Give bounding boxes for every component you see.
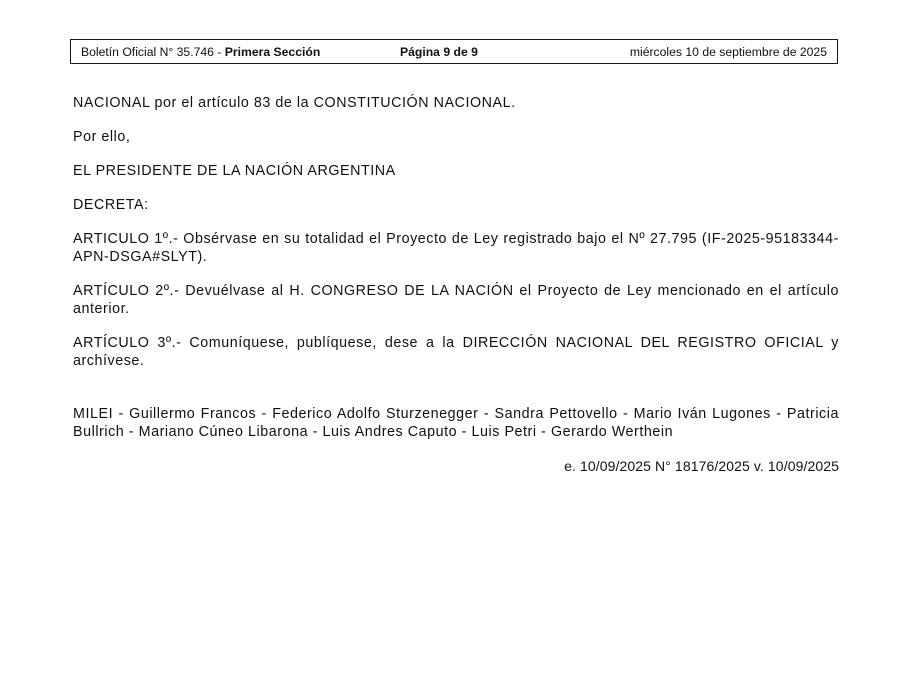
- article-3: ARTÍCULO 3º.- Comuníquese, publíquese, dese a la DIRECCIÓN NACIONAL DEL REGISTRO OFICIAL y archívese.: [73, 335, 839, 369]
- article-1: ARTICULO 1º.- Obsérvase en su totalidad el Proyecto de Ley registrado bajo el Nº 27.795 (IF-2025-95183344-APN-DSGA#SLYT).: [73, 231, 839, 265]
- article-2: ARTÍCULO 2º.- Devuélvase al H. CONGRESO DE LA NACIÓN el Proyecto de Ley mencionado en el artículo anterior.: [73, 283, 839, 317]
- paragraph-constitution: NACIONAL por el artículo 83 de la CONSTITUCIÓN NACIONAL.: [73, 95, 516, 111]
- section-name: Primera Sección: [224, 44, 321, 59]
- bulletin-number: Boletín Oficial N° 35.746 -: [81, 44, 225, 59]
- publication-date: miércoles 10 de septiembre de 2025: [629, 44, 827, 59]
- paragraph-decreta: DECRETA:: [73, 197, 149, 213]
- header-bulletin: [81, 45, 320, 59]
- signatures: MILEI - Guillermo Francos - Federico Adolfo Sturzenegger - Sandra Pettovello - Mario Iván Lugones - Patricia Bullrich - Mariano Cúneo Libarona - Luis Andres Caputo - Luis Petri - Gerardo Werthein: [73, 406, 839, 440]
- page-header: [70, 39, 838, 64]
- publication-reference: e. 10/09/2025 N° 18176/2025 v. 10/09/2025: [564, 458, 839, 474]
- page-number: Página 9 de 9: [400, 44, 478, 59]
- paragraph-presidente: EL PRESIDENTE DE LA NACIÓN ARGENTINA: [73, 163, 396, 179]
- paragraph-por-ello: Por ello,: [73, 129, 131, 145]
- document-body: [73, 94, 839, 475]
